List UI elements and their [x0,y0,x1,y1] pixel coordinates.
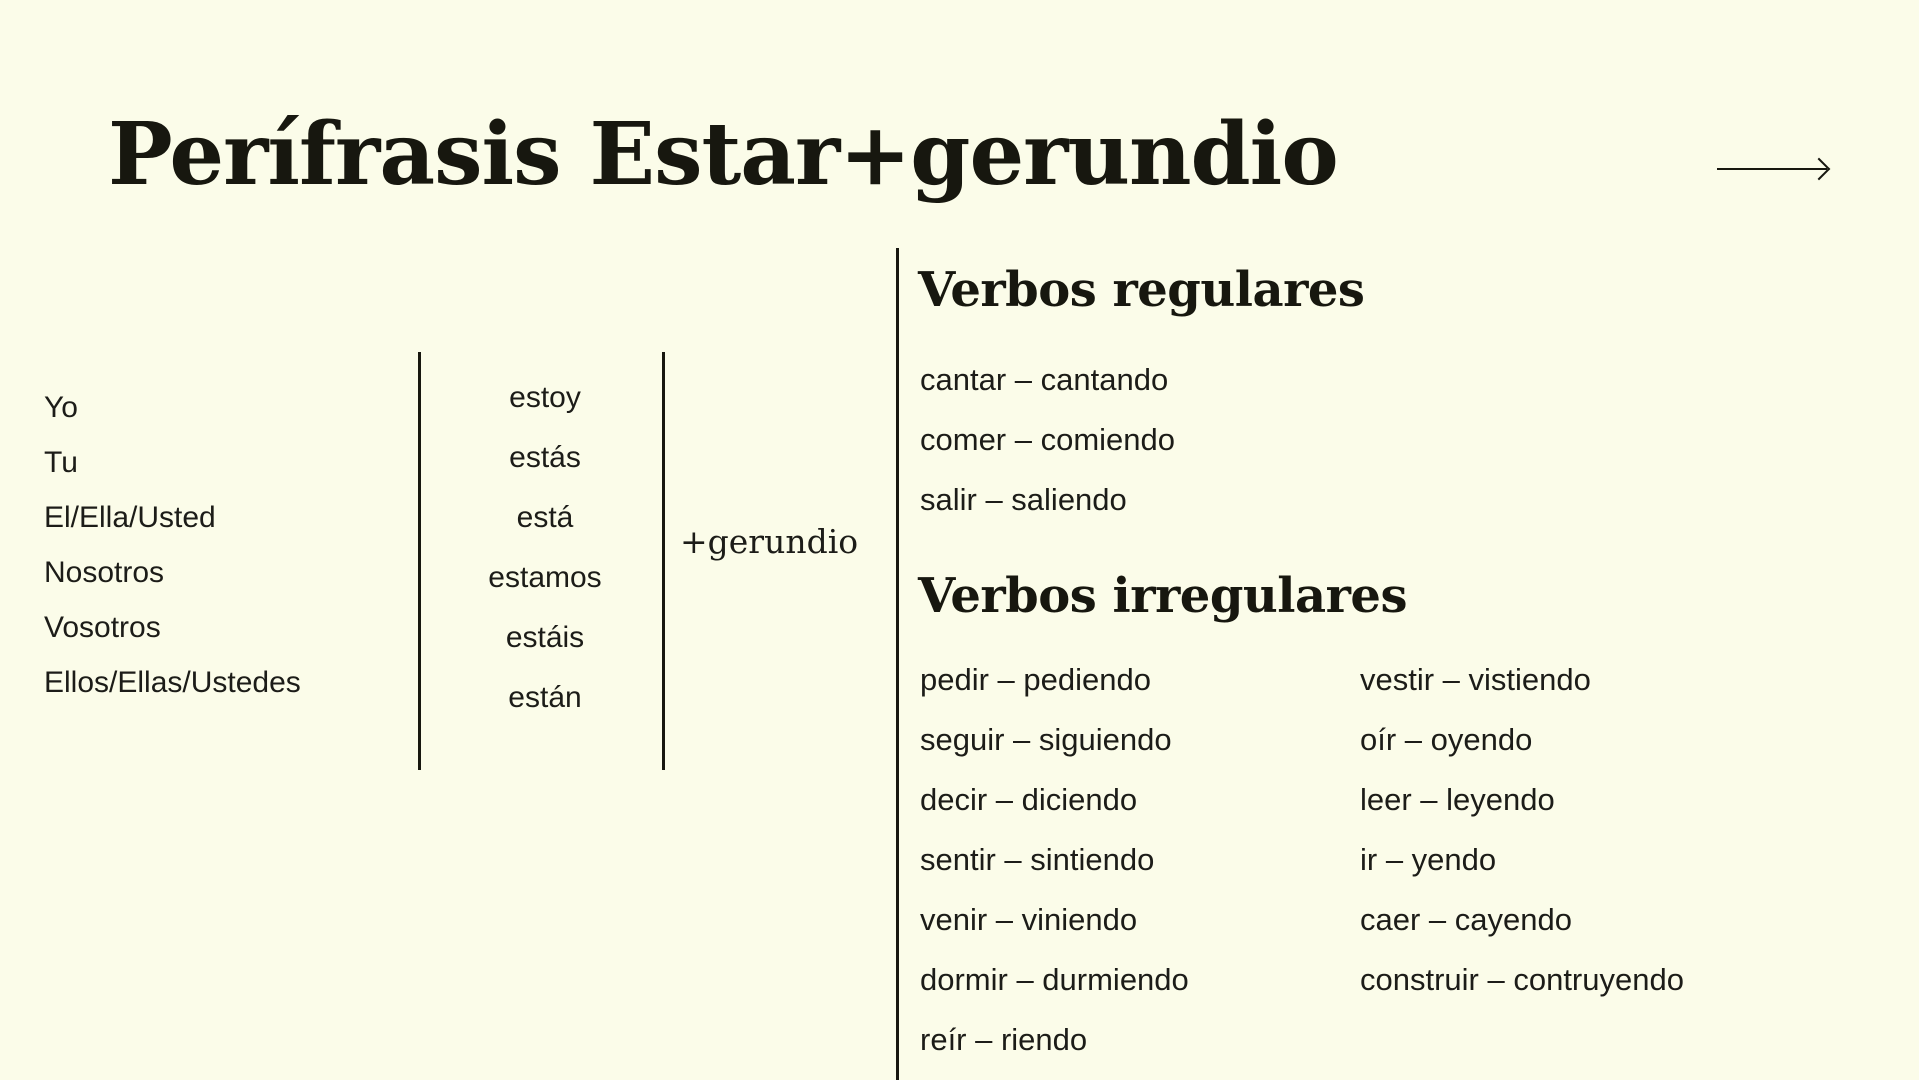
list-item: El/Ella/Usted [44,501,216,534]
gerundio-tag: +gerundio [680,522,859,561]
list-item: estamos [488,561,602,594]
list-item: venir – viniendo [920,902,1138,937]
list-item: está [516,501,574,534]
list-item: seguir – siguiendo [920,722,1172,757]
divider-line-1 [418,352,421,770]
list-item: Ellos/Ellas/Ustedes [44,666,301,699]
list-item: Vosotros [44,611,161,644]
list-item: oír – oyendo [1360,722,1533,757]
list-item: decir – diciendo [920,782,1138,817]
list-item: vestir – vistiendo [1360,662,1591,697]
list-item: dormir – durmiendo [920,962,1189,997]
list-item: pedir – pediendo [920,662,1151,697]
list-item: reír – riendo [920,1022,1088,1057]
regular-verbs-heading: Verbos regulares [918,262,1365,318]
list-item: estoy [509,381,581,414]
estar-form-list [430,368,660,728]
list-item: leer – leyendo [1360,782,1555,817]
pronoun-list [44,380,301,710]
list-item: estás [509,441,581,474]
irregular-verbs-column-2 [1360,650,1684,1010]
list-item: ir – yendo [1360,842,1497,877]
list-item: salir – saliendo [920,482,1127,517]
irregular-verbs-heading: Verbos irregulares [918,568,1407,624]
arrow-right-icon [1717,168,1827,170]
list-item: comer – comiendo [920,422,1176,457]
list-item: caer – cayendo [1360,902,1572,937]
regular-verbs-list [920,350,1175,530]
irregular-verbs-column-1 [920,650,1189,1070]
list-item: Yo [44,391,78,424]
list-item: sentir – sintiendo [920,842,1155,877]
list-item: están [508,681,582,714]
divider-line-2 [662,352,665,770]
list-item: Tu [44,446,78,479]
list-item: construir – contruyendo [1360,962,1684,997]
list-item: estáis [505,621,585,654]
divider-line-3 [896,248,899,1080]
list-item: Nosotros [44,556,165,589]
list-item: cantar – cantando [920,362,1169,397]
page-title: Perífrasis Estar+gerundio [108,104,1338,205]
